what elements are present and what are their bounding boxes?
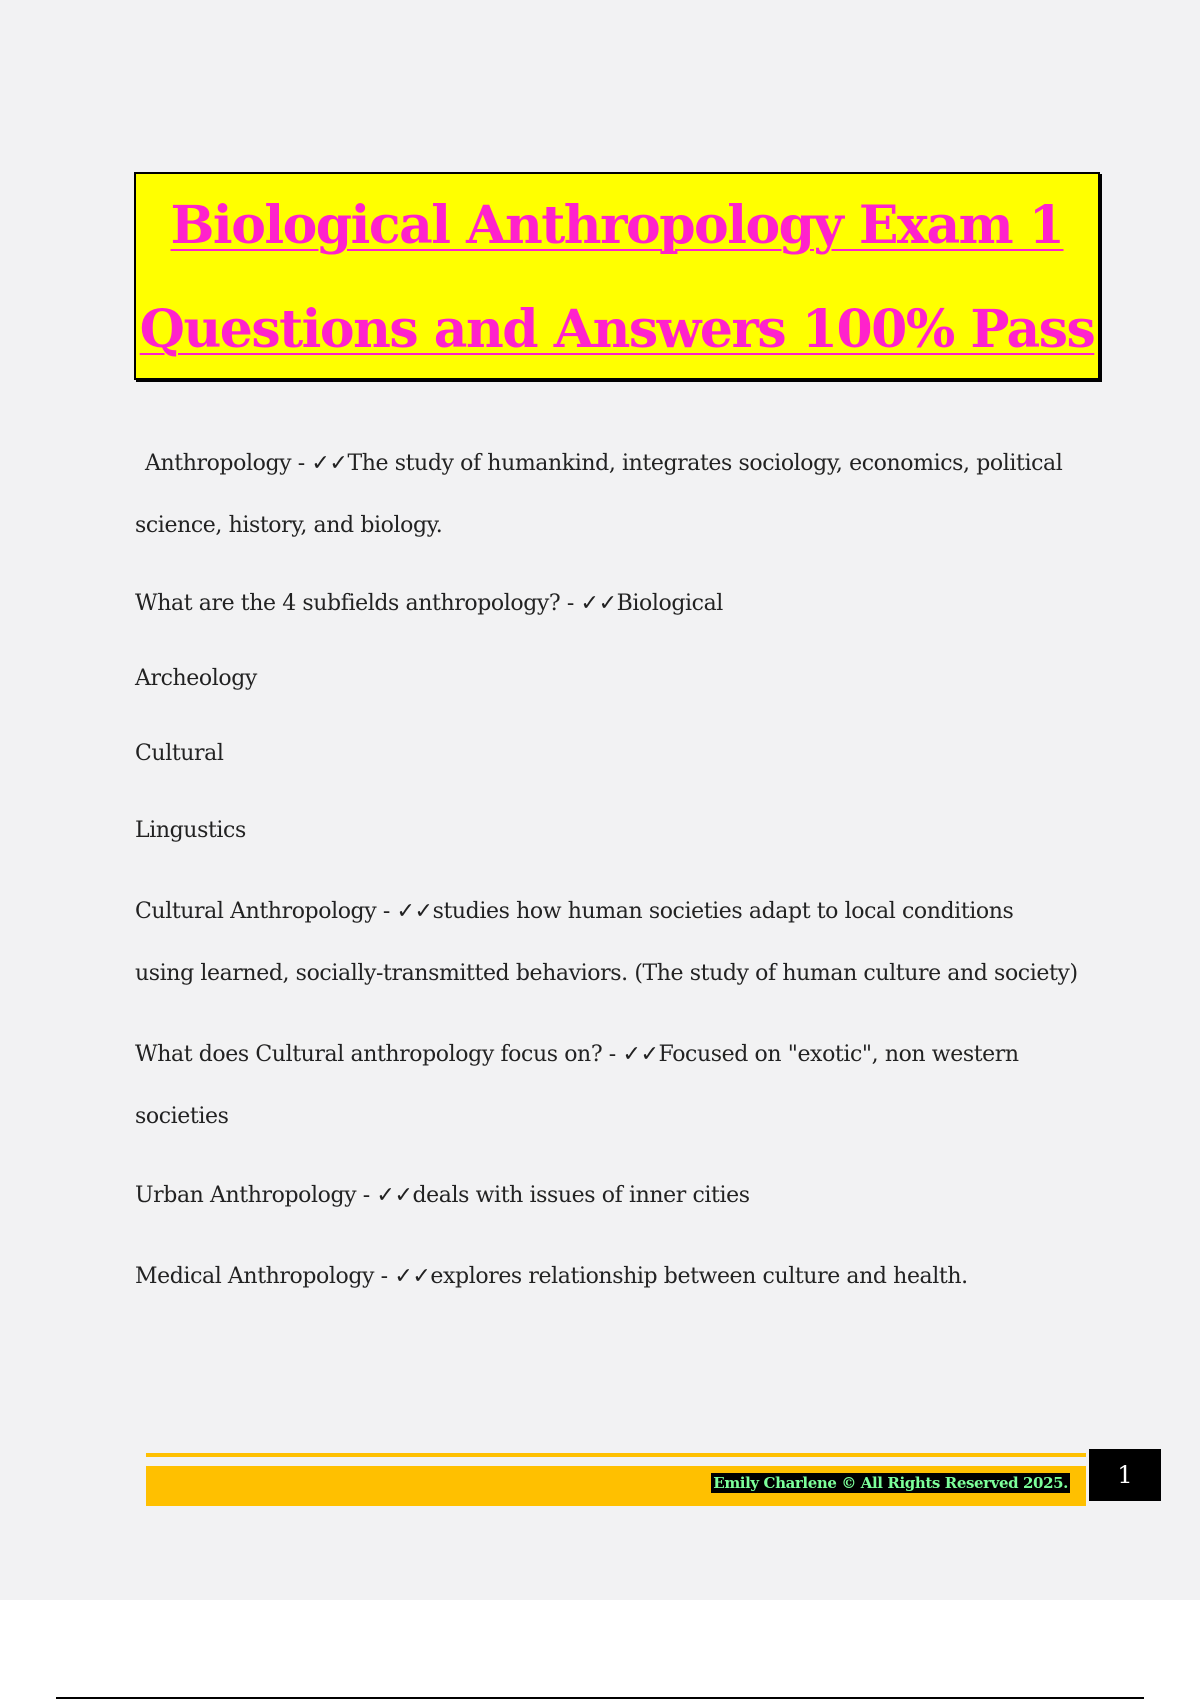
document-title-line-1: Biological Anthropology Exam 1 — [170, 195, 1064, 256]
qa-answer: Biological — [616, 591, 723, 616]
qa-term: Cultural Anthropology — [135, 899, 377, 924]
qa-separator: - — [376, 899, 397, 924]
title-box — [134, 172, 1100, 380]
double-check-icon: ✓✓ — [394, 1264, 431, 1289]
footer-rule — [146, 1453, 1086, 1457]
qa-line — [135, 1039, 1095, 1101]
double-check-icon: ✓✓ — [311, 451, 348, 476]
qa-separator: - — [602, 1042, 623, 1067]
page-number: 1 — [1089, 1449, 1161, 1501]
qa-term: Anthropology — [145, 451, 292, 476]
qa-answer: studies how human societies adapt to local conditions — [432, 899, 1014, 924]
footer-band — [146, 1466, 1086, 1506]
list-item-archeology: Archeology — [135, 666, 257, 691]
qa-separator: - — [560, 591, 581, 616]
qa-term: Urban Anthropology — [135, 1183, 357, 1208]
qa-entry-cultural-anthropology — [135, 896, 1095, 1020]
list-item-cultural: Cultural — [135, 741, 224, 766]
qa-line — [135, 588, 1095, 650]
qa-line — [135, 1180, 1095, 1242]
qa-entry-subfields — [135, 588, 1095, 650]
list-item-lingustics: Lingustics — [135, 818, 246, 843]
qa-term: Medical Anthropology — [135, 1264, 375, 1289]
document-title-line-2: Questions and Answers 100% Pass — [139, 299, 1095, 360]
page-separator-line — [56, 1697, 1144, 1699]
qa-line — [145, 448, 1105, 510]
qa-term: What does Cultural anthropology focus on? — [135, 1042, 603, 1067]
qa-answer-continuation: using learned, socially-transmitted behaviors. (The study of human culture and society) — [135, 961, 1078, 986]
qa-answer: deals with issues of inner cities — [412, 1183, 750, 1208]
qa-entry-medical-anthropology — [135, 1261, 1095, 1323]
qa-answer-continuation: science, history, and biology. — [135, 513, 443, 538]
double-check-icon: ✓✓ — [580, 591, 617, 616]
qa-line — [135, 896, 1095, 958]
qa-term: What are the 4 subfields anthropology? — [135, 591, 561, 616]
qa-answer: The study of humankind, integrates sociology, economics, political — [347, 451, 1063, 476]
qa-answer-continuation: societies — [135, 1104, 229, 1129]
qa-line — [135, 1261, 1095, 1323]
qa-entry-cultural-focus — [135, 1039, 1095, 1163]
qa-separator: - — [356, 1183, 377, 1208]
qa-entry-urban-anthropology — [135, 1180, 1095, 1242]
double-check-icon: ✓✓ — [622, 1042, 659, 1067]
qa-separator: - — [291, 451, 312, 476]
footer-copyright: Emily Charlene © All Rights Reserved 2025. — [713, 1474, 1068, 1492]
qa-answer: Focused on "exotic", non western — [658, 1042, 1019, 1067]
double-check-icon: ✓✓ — [396, 899, 433, 924]
qa-answer: explores relationship between culture and health. — [430, 1264, 968, 1289]
qa-entry-anthropology — [135, 448, 1105, 572]
double-check-icon: ✓✓ — [376, 1183, 413, 1208]
qa-separator: - — [374, 1264, 395, 1289]
